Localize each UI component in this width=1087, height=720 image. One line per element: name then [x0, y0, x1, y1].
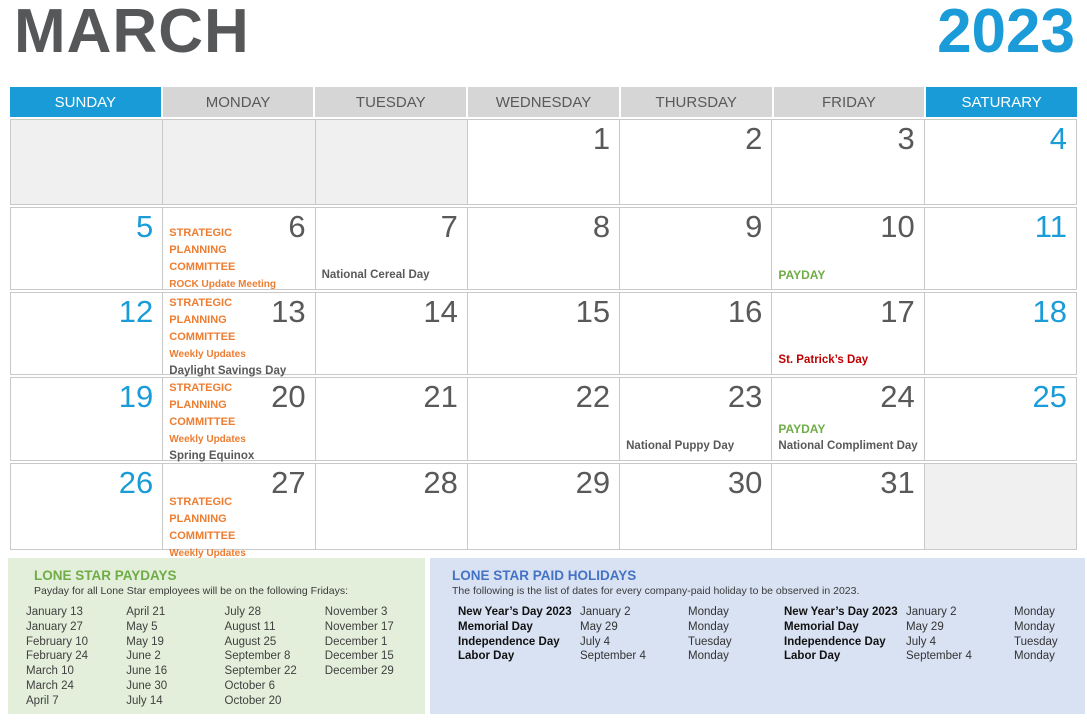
payday-date: November 3	[324, 606, 388, 618]
payday-date: June 16	[126, 665, 168, 678]
event-label: National Compliment Day	[778, 440, 918, 452]
payday-date: December 29	[324, 665, 394, 678]
calendar-week-row	[10, 377, 1077, 461]
cell-events	[169, 494, 317, 562]
day-header-row	[10, 87, 1077, 117]
payday-date: November 17	[324, 620, 394, 633]
holidays-subtitle: The following is the list of dates for every company-paid holiday to be observed in 2023.	[452, 585, 860, 597]
month-title: MARCH	[14, 0, 250, 66]
day-number: 16	[727, 294, 763, 329]
holiday-weekday: Monday	[688, 620, 729, 633]
day-header-saturday: SATURARY	[926, 87, 1077, 117]
calendar-cell-day-25	[925, 377, 1077, 461]
holiday-name: New Year’s Day 2023	[458, 606, 572, 618]
event-label: National Puppy Day	[626, 440, 735, 452]
calendar-cell-day-20	[163, 377, 315, 461]
calendar-cell-day-2	[620, 119, 772, 205]
paydays-column	[126, 605, 224, 709]
cell-events	[169, 380, 317, 465]
event-label: STRATEGIC	[169, 496, 233, 508]
holiday-date: May 29	[906, 620, 944, 633]
holiday-date: July 4	[580, 635, 611, 648]
day-number: 31	[880, 465, 915, 500]
paydays-column	[26, 605, 126, 709]
paydays-subtitle: Payday for all Lone Star employees will be on the following Fridays:	[34, 585, 348, 597]
holiday-date: September 4	[906, 650, 972, 663]
calendar-cell-day-21	[316, 377, 468, 461]
payday-date: September 22	[224, 665, 297, 678]
payday-date: October 20	[224, 694, 282, 707]
payday-date: March 24	[26, 679, 74, 692]
holiday-date: September 4	[580, 650, 646, 663]
payday-date: April 21	[126, 606, 166, 618]
cell-events	[169, 295, 317, 380]
calendar-week-row	[10, 207, 1077, 290]
holiday-name: New Year’s Day 2023	[784, 606, 898, 618]
event-label: STRATEGIC	[169, 227, 233, 239]
calendar-cell-day-3	[772, 119, 924, 205]
day-number: 29	[575, 465, 611, 500]
day-number: 1	[592, 121, 611, 156]
cell-events	[322, 267, 470, 284]
calendar-cell-day-6	[163, 207, 315, 290]
holiday-weekday: Tuesday	[688, 635, 732, 648]
calendar-cell-day-10	[772, 207, 924, 290]
day-number: 18	[1032, 294, 1067, 329]
paydays-title: LONE STAR PAYDAYS	[34, 568, 177, 583]
cell-events	[778, 421, 926, 455]
calendar-cell-day-28	[316, 463, 468, 550]
event-label: PLANNING	[169, 513, 227, 525]
day-number: 5	[136, 209, 154, 244]
holidays-groups	[430, 605, 1085, 664]
holiday-weekday: Monday	[1014, 650, 1055, 663]
day-header-sunday: SUNDAY	[10, 87, 161, 117]
event-label: COMMITTEE	[169, 261, 236, 273]
holiday-date: May 29	[580, 620, 618, 633]
calendar-cell-day-18	[925, 292, 1077, 375]
event-label: PAYDAY	[778, 268, 826, 282]
calendar-cell-day-17	[772, 292, 924, 375]
event-label: PLANNING	[169, 244, 227, 256]
payday-date: September 8	[224, 650, 291, 663]
payday-date: July 14	[126, 694, 163, 707]
day-number: 24	[880, 379, 915, 414]
holidays-panel	[430, 558, 1085, 714]
holiday-date: January 2	[906, 606, 957, 618]
payday-date: August 25	[224, 635, 277, 648]
calendar-cell-day-14	[316, 292, 468, 375]
holiday-date: January 2	[580, 606, 631, 618]
event-label: STRATEGIC	[169, 382, 233, 394]
calendar-cell-day-27	[163, 463, 315, 559]
calendar-week-row	[10, 463, 1077, 559]
day-header-friday: FRIDAY	[774, 87, 925, 117]
day-number: 21	[423, 379, 458, 414]
calendar-cell-day-26	[10, 463, 163, 550]
paydays-columns	[8, 605, 425, 709]
day-number: 12	[118, 294, 154, 329]
calendar-cell-day-23	[620, 377, 772, 461]
day-number: 14	[423, 294, 458, 329]
paydays-panel	[8, 558, 425, 714]
calendar-week-row	[10, 119, 1077, 205]
holidays-group	[784, 605, 1087, 664]
event-label: STRATEGIC	[169, 297, 233, 309]
calendar-cell-day-4	[925, 119, 1077, 205]
calendar-cell-day-16	[620, 292, 772, 375]
event-label: ROCK Update Meeting	[169, 279, 276, 290]
calendar-cell-day-15	[468, 292, 620, 375]
calendar-cell-empty	[163, 119, 315, 205]
calendar-grid	[10, 87, 1077, 559]
holiday-name: Independence Day	[458, 635, 560, 648]
paydays-column	[225, 605, 325, 709]
day-number: 19	[118, 379, 154, 414]
day-number: 10	[880, 209, 915, 244]
day-number: 9	[745, 209, 763, 244]
payday-date: October 6	[224, 679, 276, 692]
holiday-weekday: Monday	[688, 606, 729, 618]
event-label: PLANNING	[169, 399, 227, 411]
payday-date: May 5	[126, 620, 158, 633]
event-label: Daylight Savings Day	[169, 365, 287, 377]
calendar-cell-day-22	[468, 377, 620, 461]
day-number: 7	[440, 209, 458, 244]
payday-date: February 24	[26, 650, 89, 663]
payday-date: January 27	[26, 620, 83, 633]
holiday-name: Labor Day	[784, 650, 841, 663]
event-label: National Cereal Day	[321, 269, 430, 281]
holiday-name: Memorial Day	[458, 620, 533, 633]
payday-date: May 19	[126, 635, 164, 648]
calendar-cell-day-5	[10, 207, 163, 290]
calendar-cell-day-11	[925, 207, 1077, 290]
day-number: 11	[1034, 209, 1067, 244]
cell-events	[778, 267, 926, 284]
event-label: COMMITTEE	[169, 331, 236, 343]
holidays-title: LONE STAR PAID HOLIDAYS	[452, 568, 637, 583]
calendar-cell-day-29	[468, 463, 620, 550]
calendar-cell-day-19	[10, 377, 163, 461]
calendar-grid-body	[10, 119, 1077, 559]
calendar-cell-day-9	[620, 207, 772, 290]
calendar-week-row	[10, 292, 1077, 375]
cell-events	[778, 352, 926, 369]
day-number: 28	[423, 465, 458, 500]
payday-date: August 11	[224, 620, 276, 633]
event-label: Weekly Updates	[169, 548, 246, 559]
year-title: 2023	[937, 0, 1075, 66]
holidays-group	[458, 605, 768, 664]
day-number: 3	[897, 121, 915, 156]
day-number: 6	[288, 209, 306, 244]
event-label: St. Patrick’s Day	[778, 354, 869, 366]
day-header-monday: MONDAY	[163, 87, 314, 117]
day-number: 8	[592, 209, 611, 244]
holiday-name: Labor Day	[458, 650, 515, 663]
calendar-cell-empty	[316, 119, 468, 205]
calendar-cell-day-1	[468, 119, 620, 205]
holiday-weekday: Monday	[1014, 606, 1055, 618]
calendar-cell-day-24	[772, 377, 924, 461]
event-label: PAYDAY	[778, 422, 826, 436]
day-number: 4	[1049, 121, 1067, 156]
calendar-cell-empty	[925, 463, 1077, 550]
event-label: Spring Equinox	[169, 450, 255, 462]
holiday-weekday: Monday	[688, 650, 729, 663]
holiday-date: July 4	[906, 635, 937, 648]
payday-date: February 10	[26, 635, 89, 648]
calendar-cell-day-30	[620, 463, 772, 550]
event-label: Weekly Updates	[169, 434, 246, 445]
holiday-weekday: Monday	[1014, 620, 1055, 633]
event-label: Weekly Updates	[169, 349, 246, 360]
calendar-cell-day-13	[163, 292, 315, 375]
day-header-tuesday: TUESDAY	[315, 87, 466, 117]
payday-date: January 13	[26, 606, 83, 618]
payday-date: December 15	[324, 650, 394, 663]
payday-date: June 2	[126, 650, 161, 663]
day-number: 17	[880, 294, 915, 329]
day-number: 26	[118, 465, 154, 500]
payday-date: July 28	[224, 606, 261, 618]
cell-events	[626, 438, 774, 455]
calendar-cell-day-7	[316, 207, 468, 290]
day-number: 15	[575, 294, 611, 329]
day-number: 22	[575, 379, 611, 414]
calendar-cell-day-12	[10, 292, 163, 375]
day-number: 2	[745, 121, 763, 156]
day-header-thursday: THURSDAY	[621, 87, 772, 117]
holiday-weekday: Tuesday	[1014, 635, 1058, 648]
calendar-cell-day-8	[468, 207, 620, 290]
payday-date: April 7	[26, 694, 59, 707]
day-number: 20	[271, 379, 306, 414]
cell-events	[169, 225, 317, 293]
paydays-column	[325, 605, 425, 709]
event-label: PLANNING	[169, 314, 227, 326]
calendar-cell-empty	[10, 119, 163, 205]
day-number: 27	[271, 465, 306, 500]
day-number: 25	[1032, 379, 1067, 414]
payday-date: March 10	[26, 665, 74, 678]
calendar-cell-day-31	[772, 463, 924, 550]
holiday-name: Independence Day	[784, 635, 886, 648]
payday-date: December 1	[324, 635, 388, 648]
day-number: 23	[727, 379, 763, 414]
holiday-name: Memorial Day	[784, 620, 859, 633]
event-label: COMMITTEE	[169, 530, 236, 542]
day-number: 13	[271, 294, 306, 329]
event-label: COMMITTEE	[169, 416, 236, 428]
day-header-wednesday: WEDNESDAY	[468, 87, 619, 117]
day-number: 30	[727, 465, 763, 500]
payday-date: June 30	[126, 679, 168, 692]
